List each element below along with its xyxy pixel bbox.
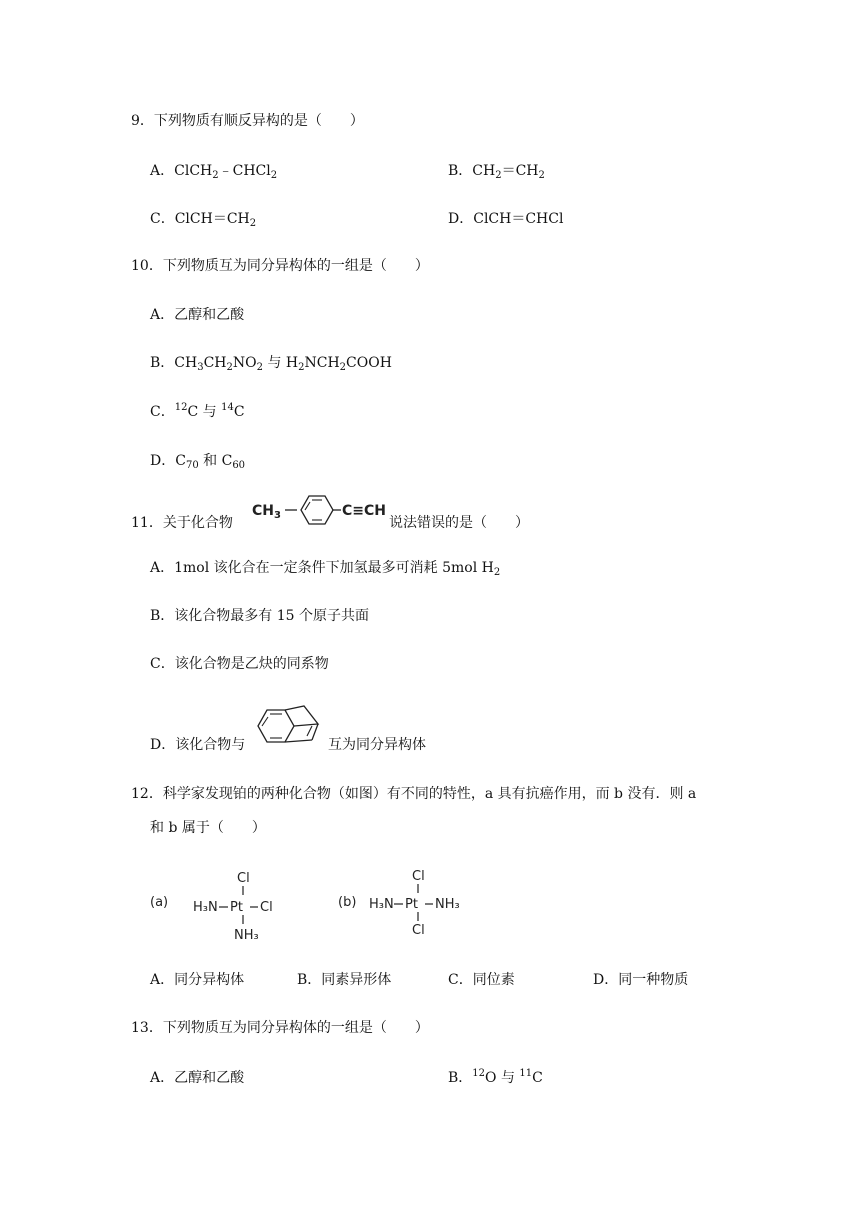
svg-text:H₃N: H₃N	[369, 897, 394, 912]
q13-option-b: B．$^{12}$O 与 $^{11}$C	[448, 1068, 543, 1086]
q9-option-d: D．ClCH＝CHCl	[448, 211, 564, 227]
q10-option-c: C．$^{12}$C 与 $^{14}$C	[150, 402, 245, 420]
svg-text:Cl: Cl	[412, 923, 425, 938]
q11-option-d: D．该化合物与	[150, 737, 246, 753]
svg-text:NH₃: NH₃	[234, 928, 259, 943]
methylphenylacetylene-structure	[252, 490, 388, 530]
svg-text:Cl: Cl	[412, 869, 425, 884]
q10-option-b: B．$CH_3CH_2NO_2$ 与 $H_2NCH_2COOH$	[150, 355, 392, 373]
q11-option-c: C．该化合物是乙炔的同系物	[150, 656, 329, 672]
q9-option-b: B．$CH_2=CH_2$	[448, 163, 545, 181]
q9-option-c: C．$ClCH=CH_2$	[150, 211, 257, 229]
svg-text:Cl: Cl	[260, 900, 273, 915]
svg-text:NH₃: NH₃	[435, 897, 460, 912]
q12-option-b: B．同素异形体	[297, 972, 392, 988]
svg-text:CH3: $CH_3$	[252, 503, 281, 521]
q10-option-a: A．乙醇和乙酸	[150, 307, 245, 323]
q11-option-d-after: 互为同分异构体	[328, 737, 426, 753]
complex-b	[338, 869, 460, 938]
platinum-complexes-figure	[148, 862, 478, 946]
svg-text:Pt: Pt	[405, 897, 418, 912]
q12-option-d: D．同一种物质	[593, 972, 689, 988]
svg-text:H₃N: H₃N	[193, 900, 218, 915]
q12-stem-line2: 和 b 属于（ ）	[150, 820, 266, 836]
indene-structure	[252, 700, 326, 752]
svg-text:(a): (a)	[150, 895, 169, 910]
svg-text:(b): (b)	[338, 895, 357, 910]
q9-option-a: A．ClCH$_2$﹣CHCl$_2$	[150, 163, 278, 181]
q12-option-a: A．同分异构体	[150, 972, 245, 988]
q11-option-b: B．该化合物最多有 15 个原子共面	[150, 608, 370, 624]
complex-a	[150, 871, 273, 943]
q13-stem: 13．下列物质互为同分异构体的一组是（ ）	[131, 1020, 429, 1036]
q12-option-c: C．同位素	[448, 972, 515, 988]
q10-stem: 10．下列物质互为同分异构体的一组是（ ）	[131, 258, 429, 274]
q13-option-a: A．乙醇和乙酸	[150, 1070, 245, 1086]
q11-option-a: A．1mol 该化合在一定条件下加氢最多可消耗 5mol $H_2$	[150, 560, 501, 578]
svg-text:Pt: Pt	[230, 900, 243, 915]
q12-stem-line1: 12．科学家发现铂的两种化合物（如图）有不同的特性，a 具有抗癌作用，而 b 没有．则 a	[131, 786, 697, 802]
q10-option-d: D．$C_{70}$ 和 $C_{60}$	[150, 453, 246, 471]
svg-text:C≡CH: C≡CH	[342, 503, 386, 519]
svg-text:Cl: Cl	[237, 871, 250, 886]
q9-stem: 9．下列物质有顺反异构的是（ ）	[131, 113, 364, 129]
q11-stem-before: 11．关于化合物	[131, 515, 233, 531]
q11-stem-after: 说法错误的是（ ）	[389, 515, 529, 531]
